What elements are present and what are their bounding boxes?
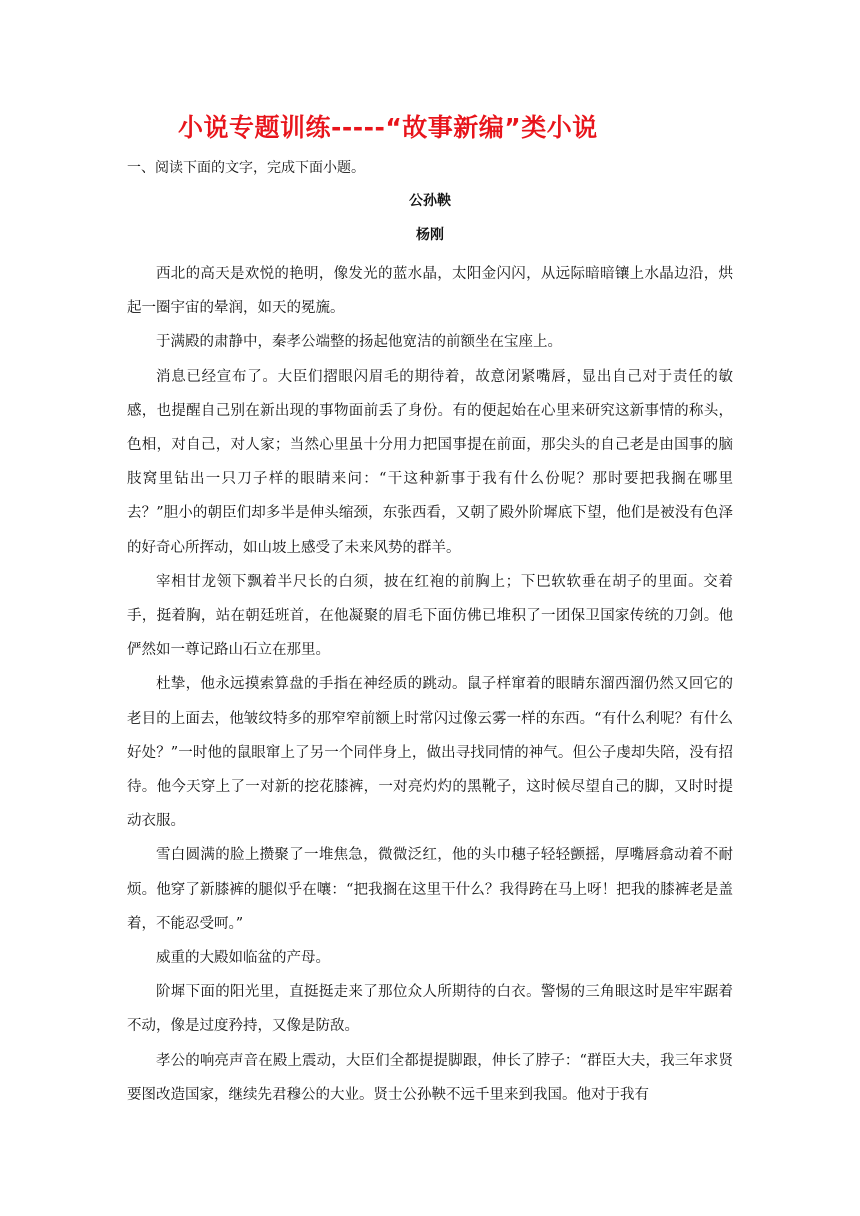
document-title: 小说专题训练-----“故事新编”类小说 xyxy=(178,113,598,142)
story-author: 杨刚 xyxy=(416,227,444,243)
paragraph: 孝公的响亮声音在殿上震动，大臣们全都提提脚跟，伸长了脖子：“群臣大夫，我三年求贤要图改造国家，继续先君穆公的大业。贤士公孙鞅不远千里来到我国。他对于我有 xyxy=(127,1052,733,1103)
paragraph: 阶墀下面的阳光里，直挺挺走来了那位众人所期待的白衣。警惕的三角眼这时是牢牢踞着不动，像是过度矜持，又像是防敌。 xyxy=(127,984,733,1035)
paragraph: 雪白圆满的脸上攒聚了一堆焦急，微微泛红，他的头巾穗子轻轻颤摇，厚嘴唇翕动着不耐烦。他穿了新膝裤的腿似乎在嚷：“把我搁在这里干什么？我得跨在马上呀！把我的膝裤老是盖着，不能忍受呵。” xyxy=(127,847,733,932)
paragraph: 威重的大殿如临盆的产母。 xyxy=(156,950,330,967)
question-prompt: 一、阅读下面的文字，完成下面小题。 xyxy=(127,160,365,176)
story-body xyxy=(127,257,733,1112)
paragraph: 西北的高天是欢悦的艳明，像发光的蓝水晶，太阳金闪闪，从远际暗暗镶上水晶边沿，烘起一圈宇宙的晕润，如天的冕旒。 xyxy=(127,266,733,317)
paragraph: 杜挚，他永远摸索算盘的手指在神经质的跳动。鼠子样窜着的眼睛东溜西溜仍然又回它的老目的上面去，他皱纹特多的那窄窄前额上时常闪过像云雾一样的东西。“有什么利呢？有什么好处？”一时他的鼠眼窜上了另一个同伴身上，做出寻找同情的神气。但公子虔却失陪，没有招待。他今天穿上了一对新的挖花膝裤，一对亮灼灼的黑靴子，这时候尽望自己的脚，又时时提动衣服。 xyxy=(127,676,733,830)
paragraph: 宰相甘龙领下飘着半尺长的白须，披在红袍的前胸上；下巴软软垂在胡子的里面。交着手，挺着胸，站在朝廷班首，在他凝聚的眉毛下面仿佛已堆积了一团保卫国家传统的刀剑。他俨然如一尊记路山石立在那里。 xyxy=(127,573,733,659)
paragraph: 消息已经宣布了。大臣们摺眼闪眉毛的期待着，故意闭紧嘴唇，显出自己对于责任的敏感，也提醒自己别在新出现的事物面前丢了身份。有的便起始在心里来研究这新事情的称头，色相，对自己，对人家；当然心里虽十分用力把国事提在前面，那尖头的自己老是由国事的脑肢窝里钻出一只刀子样的眼睛来问：“干这种新事于我有什么份呢？那时要把我搁在哪里去？”胆小的朝臣们却多半是伸头缩颈，东张西看，又朝了殿外阶墀底下望，他们是被没有色泽的好奇心所挥动，如山坡上感受了未来风势的群羊。 xyxy=(127,368,733,556)
paragraph: 于满殿的肃静中，秦孝公端整的扬起他宽洁的前额坐在宝座上。 xyxy=(156,334,562,351)
story-title: 公孙鞅 xyxy=(409,193,451,209)
